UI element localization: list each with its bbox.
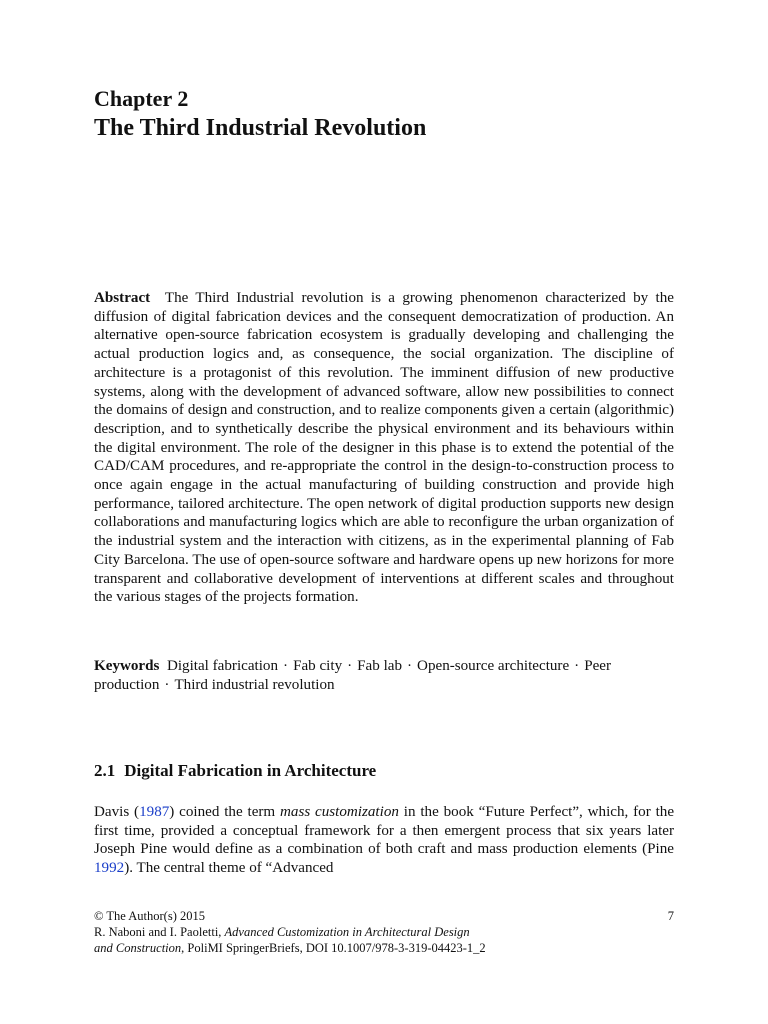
abstract — [94, 289, 674, 607]
keyword-item: Fab city — [293, 658, 343, 674]
keyword-item: Digital fabrication — [166, 658, 279, 674]
keyword-item: Peer production — [94, 658, 612, 693]
chapter-title: The Third Industrial Revolution — [94, 115, 427, 141]
keyword-item: Open-source architecture — [417, 658, 570, 674]
citation-line-1 — [94, 924, 674, 940]
keywords — [94, 657, 674, 694]
footer-authors: R. Naboni and I. Paoletti, — [94, 925, 225, 939]
chapter-label: Chapter 2 — [94, 86, 189, 111]
body-paragraph — [94, 803, 674, 878]
body-text-run: ). The central theme of “Advanced — [124, 860, 334, 877]
abstract-label: Abstract — [94, 290, 151, 306]
keyword-item: Third industrial revolution — [174, 676, 335, 693]
keywords-label: Keywords — [94, 658, 160, 674]
keyword-separator: · — [347, 658, 353, 674]
section-heading — [94, 760, 376, 782]
citation-link[interactable]: 1987 — [139, 804, 170, 820]
footer-series-doi: , PoliMI SpringerBriefs, DOI 10.1007/978-3-319-04423-1_2 — [181, 941, 486, 955]
keyword-separator: · — [407, 658, 413, 674]
keyword-item: Fab lab — [357, 658, 403, 674]
body-text-run: Davis ( — [94, 804, 140, 820]
citation-link[interactable]: 1992 — [94, 860, 125, 877]
keyword-separator: · — [164, 676, 170, 693]
section-title: Digital Fabrication in Architecture — [124, 761, 377, 780]
copyright-line: © The Author(s) 2015 — [94, 909, 205, 923]
abstract-text: The Third Industrial revolution is a growing phenomenon characterized by the diffusion of digital fabrication devices and the consequent democratization of production. An alternative open-source fabrication ecosystem is gradually developing and challenging the actual production logics and, as consequence, the social organization. The discipline of architecture is a protagonist of this revolution. The imminent diffusion of new productive systems, along with the development of advanced software, allow new possibilities to connect the domains of design and construction, and to realize components given a certain (algorithmic) description, and to synthetically describe the physical environment and its behaviours within the digital environment. The role of the designer in this phase is to extend the potential of the CAD/CAM procedures, and re-appropriate the control in the design-to-construction process to once again engage in the actual manufacturing of building construction and provide high performance, tailored architecture. The open network of digital production supports new design collaborations and manufacturing logics which are able to reconfigure the urban organization of the industrial system and the interaction with citizens, as in the experimental planning of Fab City Barcelona. The use of open-source software and hardware opens up new horizons for more transparent and collaborative development of interventions at different scales and throughout the various stages of the projects formation. — [94, 290, 674, 606]
keyword-separator: · — [574, 658, 580, 674]
emphasis-term: mass customization — [280, 804, 399, 820]
page — [94, 0, 674, 1024]
footer-book-title: Advanced Customization in Architectural Design — [224, 925, 470, 939]
body-text-run: in the book “Future Perfect”, which, for the first time, provided a conceptual framework for a then emergent process that six years later Joseph Pine would define as a combination of both craft and mass production elements (Pine — [94, 804, 675, 858]
footer-book-title-cont: and Construction — [94, 941, 182, 955]
page-number: 7 — [667, 909, 674, 923]
body-text-run: ) coined the term — [169, 804, 281, 820]
section-number: 2.1 — [94, 761, 116, 780]
footer — [94, 908, 674, 956]
citation-line-2 — [94, 940, 674, 956]
keyword-separator: · — [283, 658, 289, 674]
